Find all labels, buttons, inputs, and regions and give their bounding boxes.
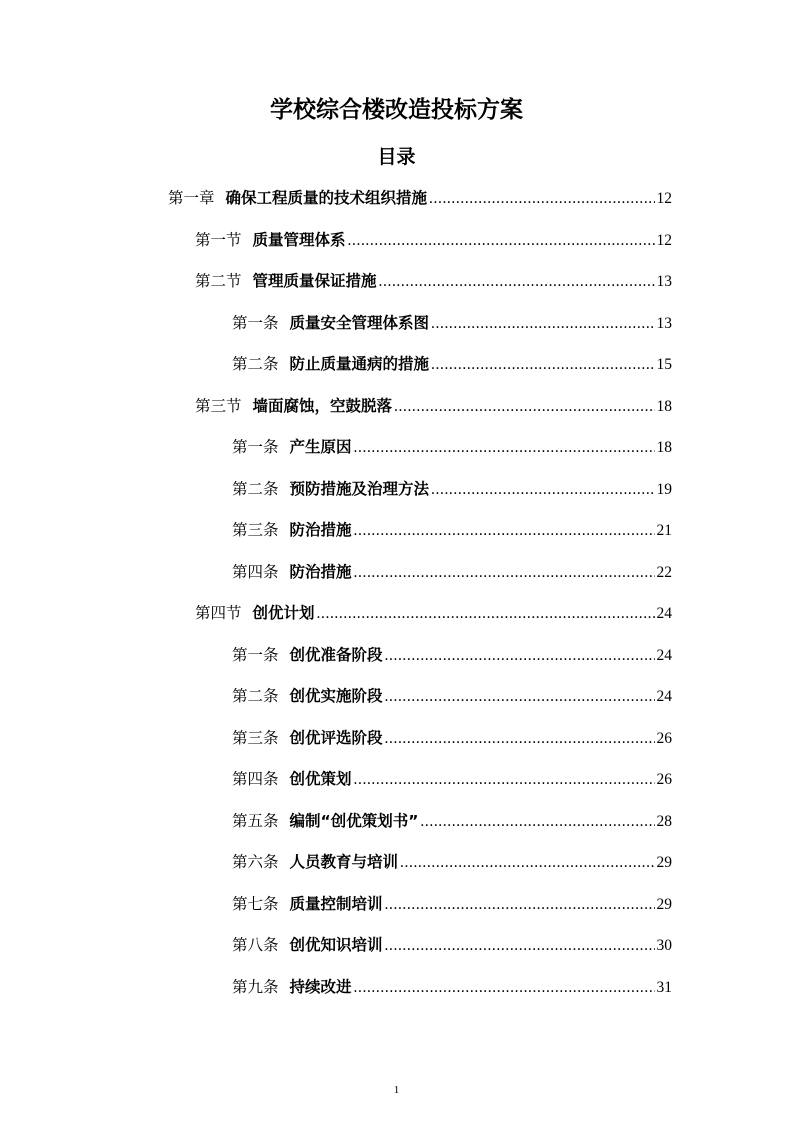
- toc-entry-page: 29: [656, 895, 672, 913]
- toc-heading: 目录: [377, 146, 416, 168]
- toc-entry-label: 第二条: [232, 687, 279, 705]
- toc-entry-title: 持续改进: [289, 977, 352, 996]
- toc-entry-title: 预防措施及治理方法: [289, 479, 430, 498]
- toc-entry-page: 30: [656, 937, 672, 954]
- toc-entry-label: 第一章: [168, 189, 215, 207]
- toc-entry-title: 质量管理体系: [252, 230, 346, 249]
- toc-entry-label: 第一条: [232, 313, 279, 332]
- toc-entry-title: 创优知识培训: [289, 936, 383, 954]
- toc-entry-label: 第六条: [232, 853, 279, 871]
- toc-entry-article[interactable]: [0, 346, 793, 388]
- toc-dot-leader: [431, 472, 654, 508]
- toc-dot-leader: [354, 762, 655, 798]
- toc-entry-title: 防治措施: [289, 562, 352, 581]
- toc-entry-title: 质量控制培训: [289, 894, 383, 913]
- toc-entry-label: 第二节: [195, 272, 242, 290]
- toc-entry-label: 第三条: [232, 521, 279, 539]
- table-of-contents: [0, 180, 793, 1010]
- toc-entry-label: 第二条: [232, 479, 279, 498]
- toc-entry-title: 人员教育与培训: [289, 853, 399, 871]
- toc-entry-section-2[interactable]: [0, 263, 793, 305]
- toc-dot-leader: [354, 513, 655, 549]
- toc-dot-leader: [385, 721, 655, 757]
- toc-entry-title: 创优评选阶段: [289, 728, 383, 747]
- document-title: 学校综合楼改造投标方案: [270, 97, 523, 123]
- toc-entry-page: 13: [656, 314, 672, 332]
- toc-dot-leader: [385, 887, 655, 923]
- toc-dot-leader: [385, 928, 655, 964]
- toc-dot-leader: [394, 389, 654, 425]
- toc-dot-leader: [354, 970, 655, 1006]
- toc-entry-article[interactable]: [0, 678, 793, 720]
- toc-entry-page: 26: [656, 729, 672, 747]
- toc-entry-label: 第五条: [232, 811, 279, 830]
- toc-entry-title: 确保工程质量的技术组织措施: [225, 189, 428, 207]
- page-number: 1: [393, 1084, 400, 1096]
- toc-entry-title: 创优计划: [252, 604, 315, 622]
- toc-dot-leader: [354, 555, 655, 591]
- toc-entry-article[interactable]: [0, 429, 793, 471]
- toc-entry-label: 第一节: [195, 230, 242, 249]
- toc-entry-label: 第八条: [232, 936, 279, 954]
- toc-entry-page: 21: [656, 522, 672, 539]
- toc-entry-label: 第二条: [232, 355, 279, 373]
- toc-entry-article[interactable]: [0, 803, 793, 845]
- toc-entry-label: 第七条: [232, 894, 279, 913]
- toc-dot-leader: [420, 804, 654, 840]
- toc-entry-page: 18: [656, 397, 672, 415]
- toc-entry-page: 13: [656, 273, 672, 290]
- toc-dot-leader: [431, 306, 654, 342]
- toc-dot-leader: [317, 596, 655, 632]
- toc-entry-page: 26: [656, 771, 672, 788]
- toc-entry-page: 24: [656, 646, 672, 664]
- toc-entry-chapter-1[interactable]: [0, 180, 793, 222]
- toc-entry-section-1[interactable]: [0, 222, 793, 264]
- toc-entry-title: 防治措施: [289, 521, 352, 539]
- toc-entry-section-4[interactable]: [0, 595, 793, 637]
- toc-entry-page: 19: [656, 480, 672, 498]
- toc-entry-page: 28: [656, 812, 672, 830]
- toc-entry-title: 创优准备阶段: [289, 645, 383, 664]
- toc-entry-article[interactable]: [0, 886, 793, 928]
- toc-entry-page: 18: [656, 439, 672, 456]
- toc-entry-page: 29: [656, 854, 672, 871]
- toc-entry-label: 第三条: [232, 728, 279, 747]
- toc-entry-title: 编制“创优策划书”: [289, 811, 419, 830]
- toc-entry-label: 第四条: [232, 562, 279, 581]
- toc-entry-page: 24: [656, 688, 672, 705]
- toc-entry-article[interactable]: [0, 927, 793, 969]
- toc-entry-article[interactable]: [0, 969, 793, 1011]
- toc-entry-title: 产生原因: [289, 438, 352, 456]
- toc-entry-label: 第四条: [232, 770, 279, 788]
- toc-entry-title: 防止质量通病的措施: [289, 355, 430, 373]
- toc-entry-label: 第四节: [195, 604, 242, 622]
- toc-entry-section-3[interactable]: [0, 388, 793, 430]
- toc-entry-label: 第三节: [195, 396, 242, 415]
- toc-entry-title: 质量安全管理体系图: [289, 313, 430, 332]
- toc-entry-page: 12: [656, 190, 672, 207]
- toc-entry-title: 管理质量保证措施: [252, 272, 377, 290]
- toc-entry-article[interactable]: [0, 637, 793, 679]
- toc-entry-label: 第九条: [232, 977, 279, 996]
- toc-entry-page: 31: [656, 978, 672, 996]
- toc-entry-page: 12: [656, 231, 672, 249]
- toc-entry-title: 墙面腐蚀，空鼓脱落: [252, 396, 393, 415]
- toc-dot-leader: [348, 223, 655, 259]
- toc-entry-article[interactable]: [0, 844, 793, 886]
- toc-entry-article[interactable]: [0, 720, 793, 762]
- toc-entry-article[interactable]: [0, 761, 793, 803]
- toc-entry-article[interactable]: [0, 512, 793, 554]
- toc-entry-title: 创优实施阶段: [289, 687, 383, 705]
- toc-dot-leader: [431, 347, 654, 383]
- toc-dot-leader: [400, 845, 654, 881]
- toc-dot-leader: [385, 638, 655, 674]
- toc-entry-page: 22: [656, 563, 672, 581]
- toc-entry-label: 第一条: [232, 645, 279, 664]
- toc-dot-leader: [354, 430, 655, 466]
- toc-entry-page: 24: [656, 605, 672, 622]
- toc-entry-title: 创优策划: [289, 770, 352, 788]
- toc-dot-leader: [385, 679, 655, 715]
- toc-entry-page: 15: [656, 356, 672, 373]
- toc-entry-article[interactable]: [0, 471, 793, 513]
- toc-dot-leader: [379, 264, 655, 300]
- toc-entry-article[interactable]: [0, 554, 793, 596]
- toc-entry-label: 第一条: [232, 438, 279, 456]
- toc-dot-leader: [429, 181, 654, 217]
- toc-entry-article[interactable]: [0, 305, 793, 347]
